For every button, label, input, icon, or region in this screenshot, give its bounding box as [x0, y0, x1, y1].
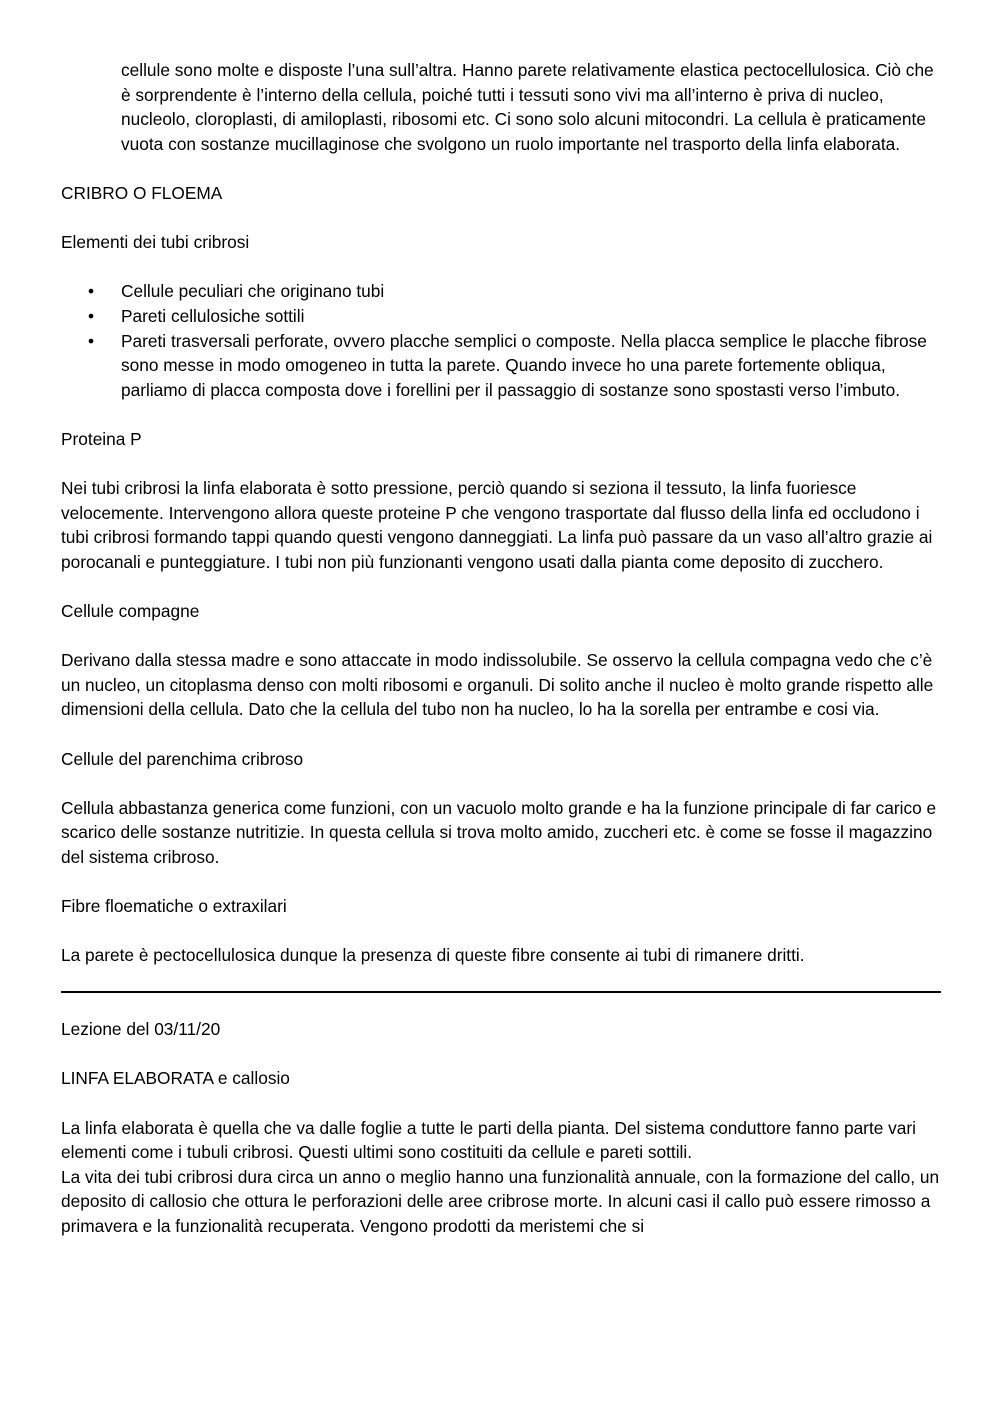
bullet-icon: • [88, 281, 95, 302]
section-heading-fibre: Fibre floematiche o extraxilari [61, 896, 287, 917]
bullet-icon: • [88, 305, 95, 326]
bullet-icon: • [88, 330, 95, 351]
list-item [61, 329, 941, 403]
list-item-text: Pareti trasversali perforate, ovvero placche semplici o composte. Nella placca semplice le placche fibrose sono messe in modo omogeneo in tutta la parete. Quando invece ho una parete fortemente obliqua, parliamo di placca composta dove i forellini per il passaggio di sostanze sono spostasti verso l’imbuto. [121, 330, 927, 400]
subheading-tubi-cribrosi: Elementi dei tubi cribrosi [61, 232, 250, 253]
paragraph-parenchima: Cellula abbastanza generica come funzioni, con un vacuolo molto grande e ha la funzione principale di far carico e scarico delle sostanze nutritizie. In questa cellula si trova molto amido, zuccheri etc. è come se fosse il magazzino del sistema cribroso. [61, 797, 937, 867]
list-item [61, 304, 941, 329]
section-heading-parenchima: Cellule del parenchima cribroso [61, 748, 304, 769]
section-heading-cribro: CRIBRO O FLOEMA [61, 182, 223, 203]
intro-paragraph: cellule sono molte e disposte l’una sull’altra. Hanno parete relativamente elastica pectocellulosica. Ciò che è sorprendente è l’interno della cellula, poiché tutti i tessuti sono vivi ma all’interno è priva di nucleo, nucleolo, cloroplasti, di amiloplasti, ribosomi etc. Ci sono solo alcuni mitocondri. La cellula è praticamente vuota con sostanze mucillaginose che svolgono un ruolo importante nel trasporto della linfa elaborata. [121, 60, 934, 154]
list-item-text: Cellule peculiari che originano tubi [121, 281, 385, 302]
section-heading-compagne: Cellule compagne [61, 601, 200, 622]
horizontal-rule-divider [61, 991, 941, 993]
paragraph-compagne: Derivano dalla stessa madre e sono attaccate in modo indissolubile. Se osservo la cellula compagna vedo che c’è un nucleo, un citoplasma denso con molti ribosomi e organuli. Di solito anche il nucleo è molto grande rispetto alle dimensioni della cellula. Dato che la cellula del tubo non ha nucleo, lo ha la sorella per entrambe e cosi via. [61, 650, 934, 720]
paragraph-linfa-1: La linfa elaborata è quella che va dalle foglie a tutte le parti della pianta. Del sistema conduttore fanno parte vari elementi come i tubuli cribrosi. Questi ultimi sono costituiti da cellule e pareti sottili. [61, 1117, 916, 1163]
list-item [61, 279, 941, 304]
paragraph-fibre: La parete è pectocellulosica dunque la presenza di queste fibre consente ai tubi di rimanere dritti. [61, 945, 805, 966]
document-page [61, 58, 941, 1263]
section-heading-proteina: Proteina P [61, 428, 142, 449]
section-heading-linfa-elaborata: LINFA ELABORATA e callosio [61, 1068, 290, 1089]
list-item-text: Pareti cellulosiche sottili [121, 305, 305, 326]
paragraph-linfa-2: La vita dei tubi cribrosi dura circa un anno o meglio hanno una funzionalità annuale, con la formazione del callo, un deposito di callosio che ottura le perforazioni delle aree cribrose morte. In alcuni casi il callo può essere rimosso a primavera e la funzionalità recuperata. Vengono prodotti da meristemi che si [61, 1166, 940, 1236]
paragraph-proteina: Nei tubi cribrosi la linfa elaborata è sotto pressione, perciò quando si seziona il tessuto, la linfa fuoriesce velocemente. Intervengono allora queste proteine P che vengono trasportate dal flusso della linfa ed occludono i tubi cribrosi formando tappi quando questi vengono danneggiati. La linfa può passare da un vaso all’altro grazie ai porocanali e punteggiature. I tubi non più funzionanti vengono usati dalla pianta come deposito di zucchero. [61, 478, 933, 572]
bullet-list-tubi-cribrosi [61, 279, 941, 402]
lesson-date: Lezione del 03/11/20 [61, 1019, 221, 1040]
